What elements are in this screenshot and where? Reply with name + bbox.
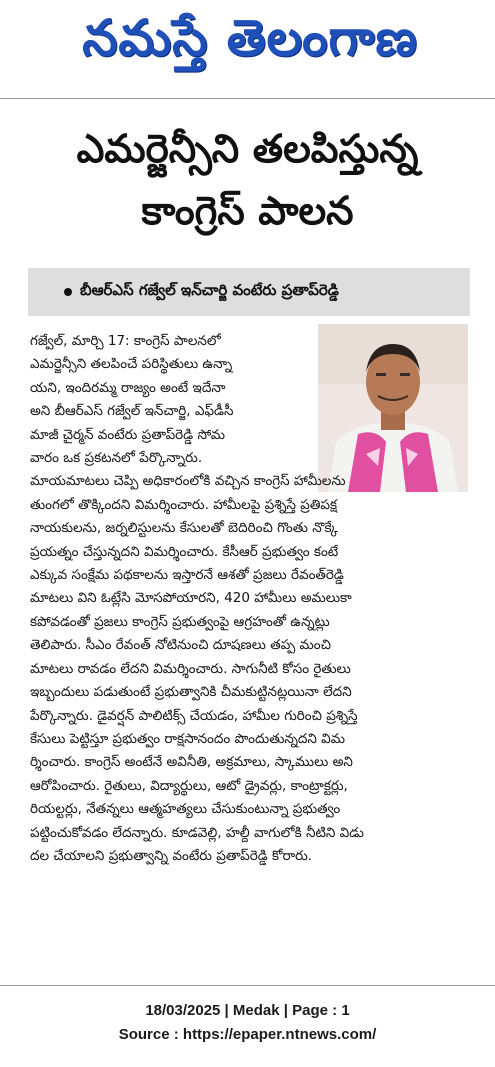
- article-line: తుంగలో తొక్కిందని విమర్శించారు. హామీలపై ప్రశ్నిస్తే ప్రతిపక్ష: [30, 496, 338, 513]
- article-line: ప్రయత్నం చేస్తున్నదని విమర్శించారు. కేసీఆర్ ప్రభుత్వం కంటే: [30, 543, 339, 560]
- article-line: ఎక్కువ సంక్షేమ పథకాలను ఇస్తారనే ఆశతో ప్రజలు రేవంత్‌రెడ్డి: [30, 567, 344, 584]
- masthead-title: నమస్తే తెలంగాణ: [82, 8, 418, 67]
- footer-source: Source : https://epaper.ntnews.com/: [118, 1026, 377, 1043]
- headline-line-1: ఎమర్జెన్సీని తలపిస్తున్న: [76, 127, 419, 172]
- article-line: అని బీఆర్ఎస్ గజ్వేల్ ఇన్‌చార్జి, ఎఫ్‌డీసీ: [30, 403, 234, 420]
- headline-line-2: కాంగ్రెస్ పాలన: [141, 189, 354, 234]
- article-line: నాయకులను, జర్నలిస్టులను కేసులతో బెదిరించి గొంతు నొక్కే: [30, 520, 339, 537]
- article-line: దల చేయాలని ప్రభుత్వాన్ని వంటేరు ప్రతాప్‌రెడ్డి కోరారు.: [30, 847, 313, 864]
- article-line: ఎమర్జెన్సీని తలపించే పరిస్థితులు ఉన్నా: [30, 356, 233, 373]
- article-line: ఆరోపించారు. రైతులు, విద్యార్థులు, ఆటో డ్రైవర్లు, కాంట్రాక్టర్లు,: [30, 777, 348, 794]
- article-line: తెలిపారు. సీఎం రేవంత్ నోటినుంచి దూషణలు తప్ప మంచి: [30, 637, 331, 654]
- article-line: పట్టించుకోవడం లేదన్నారు. కూడవెల్లి, హల్దీ వాగులోకి నీటిని విడు: [30, 824, 364, 841]
- bullet-icon: [64, 288, 72, 296]
- top-divider: [0, 98, 495, 99]
- article-line: గజ్వేల్, మార్చి 17: కాంగ్రెస్ పాలనలో: [30, 333, 221, 349]
- subheadline-text: బీఆర్ఎస్ గజ్వేల్ ఇన్‌చార్జి వంటేరు ప్రతాప్‌రెడ్డి: [80, 281, 339, 299]
- subheadline-bar: [28, 268, 470, 316]
- footer-date-edition: 18/03/2025 | Medak | Page : 1: [145, 1002, 350, 1019]
- article-line: మాజీ చైర్మన్ వంటేరు ప్రతాప్‌రెడ్డి సోమ: [30, 426, 226, 443]
- article-body: [30, 330, 470, 868]
- article-line: మాటలు రావడం లేదని విమర్శించారు. సాగునీటి కోసం రైతులు: [30, 660, 351, 677]
- article-line: మాయమాటలు చెప్పి అధికారంలోకి వచ్చిన కాంగ్రెస్ హామీలను: [30, 473, 346, 490]
- article-line: వారం ఒక ప్రకటనలో పేర్కొన్నారు.: [30, 450, 203, 467]
- article-line: ఇబ్బందులు పడుతుంటే ప్రభుత్వానికి చీమకుట్టినట్లయినా లేదని: [30, 684, 352, 701]
- article-line: కపోవడంతో ప్రజలు కాంగ్రెస్ ప్రభుత్వంపై ఆగ్రహంతో ఉన్నట్లు: [30, 613, 330, 630]
- article-line: పేర్కొన్నారు. డైవర్షన్ పాలిటిక్స్ చేయడం, హామీల గురించి ప్రశ్నిస్తే: [30, 707, 358, 724]
- article-line: కేసులు పెట్టిస్తూ ప్రభుత్వం రాక్షసానందం పొందుతున్నదని విమ: [30, 730, 346, 747]
- article-line: ర్శించారు. కాంగ్రెస్ అంటేనే అవినీతి, అక్రమాలు, స్కాములు అని: [30, 754, 353, 771]
- article-line: యని, ఇందిరమ్మ రాజ్యం అంటే ఇదేనా: [30, 379, 226, 396]
- article-line: రియల్టర్లు, నేతన్నలు ఆత్మహత్యలు చేసుకుంటున్నా ప్రభుత్వం: [30, 801, 341, 818]
- bottom-divider: [0, 985, 495, 986]
- article-line: మాటలు విని ఓట్లేసి మోసపోయారని, 420 హామీలు అమలుకా: [30, 590, 352, 607]
